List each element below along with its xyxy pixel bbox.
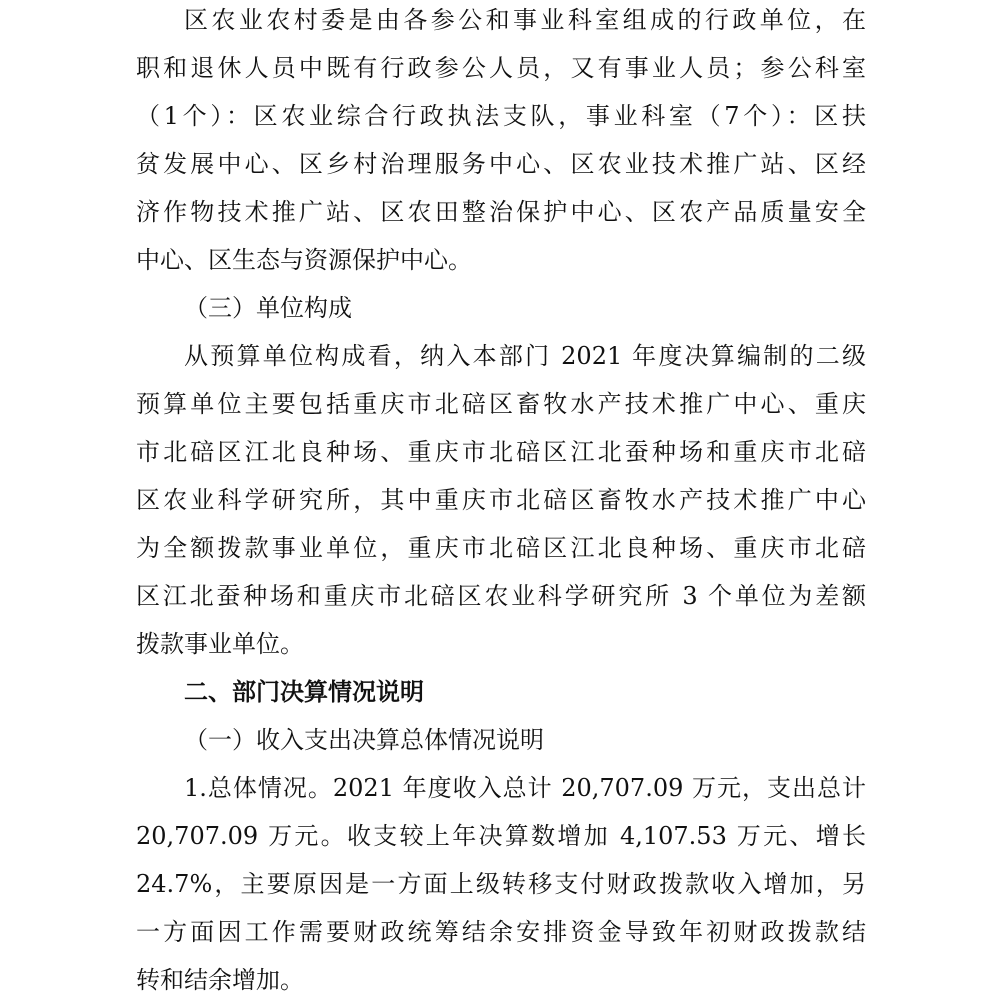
paragraph-budget-units — [136, 332, 866, 668]
paragraph-line: 从预算单位构成看，纳入本部门 2021 年度决算编制的二级 — [184, 342, 866, 370]
paragraph-line: 拨款事业单位。 — [136, 630, 304, 658]
paragraph-line: 1.总体情况。2021 年度收入总计 20,707.09 万元，支出总计 — [184, 774, 866, 802]
paragraph-line: 中心、区生态与资源保护中心。 — [136, 246, 472, 274]
paragraph-line: 市北碚区江北良种场、重庆市北碚区江北蚕种场和重庆市北碚 — [136, 438, 866, 466]
paragraph-line: 贫发展中心、区乡村治理服务中心、区农业技术推广站、区经 — [136, 150, 866, 178]
paragraph-overall-situation — [136, 764, 866, 1004]
paragraph-line: 区农业科学研究所，其中重庆市北碚区畜牧水产技术推广中心 — [136, 486, 866, 514]
paragraph-line: 区农业农村委是由各参公和事业科室组成的行政单位，在 — [184, 6, 866, 34]
paragraph-line: 区江北蚕种场和重庆市北碚区农业科学研究所 3 个单位为差额 — [136, 582, 866, 610]
paragraph-department-composition — [136, 0, 866, 284]
paragraph-line: 济作物技术推广站、区农田整治保护中心、区农产品质量安全 — [136, 198, 866, 226]
paragraph-line: 职和退休人员中既有行政参公人员，又有事业人员；参公科室 — [136, 54, 866, 82]
paragraph-line: 为全额拨款事业单位，重庆市北碚区江北良种场、重庆市北碚 — [136, 534, 866, 562]
paragraph-line: 转和结余增加。 — [136, 966, 304, 994]
paragraph-line: 24.7%，主要原因是一方面上级转移支付财政拨款收入增加，另 — [136, 870, 866, 898]
paragraph-line: 20,707.09 万元。收支较上年决算数增加 4,107.53 万元、增长 — [136, 822, 866, 850]
paragraph-line: 一方面因工作需要财政统筹结余安排资金导致年初财政拨款结 — [136, 918, 866, 946]
paragraph-line: 预算单位主要包括重庆市北碚区畜牧水产技术推广中心、重庆 — [136, 390, 866, 418]
section-heading-final-accounts: 二、部门决算情况说明 — [184, 678, 424, 706]
subsection-heading-overall: （一）收入支出决算总体情况说明 — [184, 726, 544, 754]
section-heading-unit-composition: （三）单位构成 — [184, 294, 352, 322]
paragraph-line: （1个）：区农业综合行政执法支队，事业科室（7个）：区扶 — [136, 102, 866, 130]
document-page — [136, 0, 866, 1004]
